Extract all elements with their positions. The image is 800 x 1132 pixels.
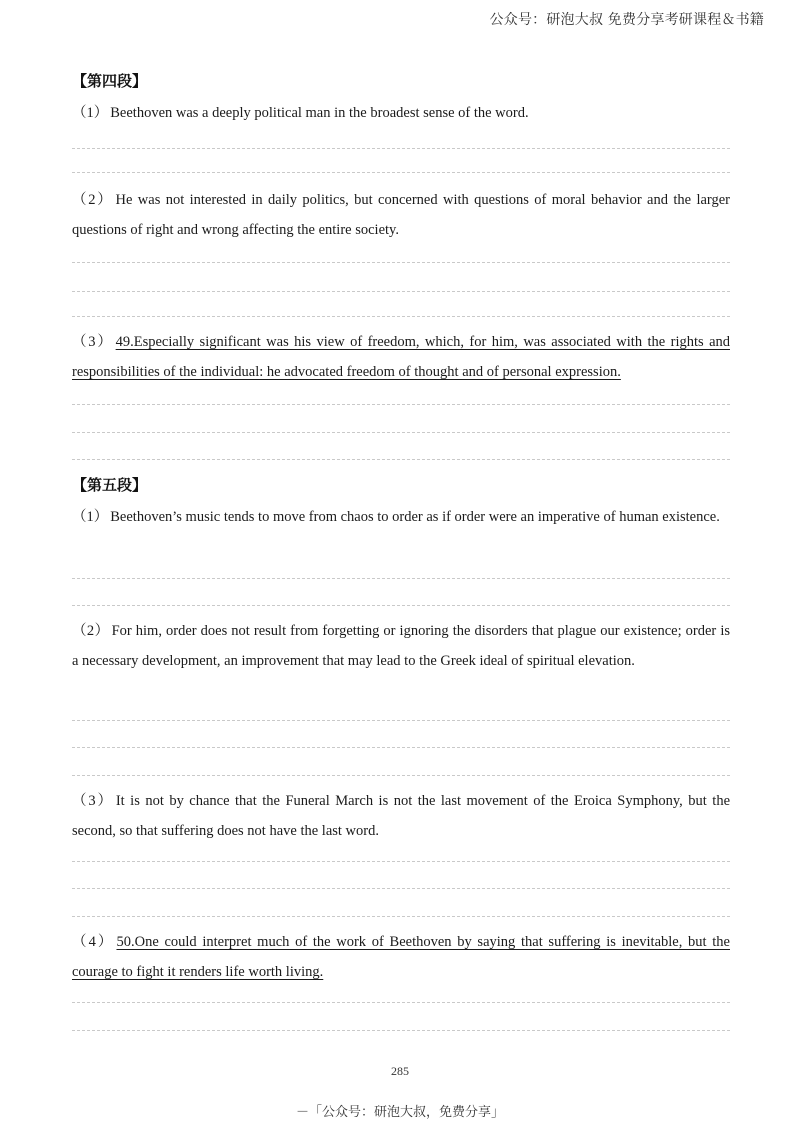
page-header: 公众号：研泡大叔 免费分享考研课程＆书籍: [489, 12, 764, 28]
sentence-number: （3）: [72, 334, 114, 350]
sentence-text: Beethoven was a deeply political man in the broadest sense of the word.: [110, 105, 529, 121]
sentence-number: （4）: [72, 934, 115, 950]
sentence-number: （3）: [72, 793, 114, 809]
sentence-4-2: [72, 185, 730, 245]
answer-line: [72, 262, 730, 263]
sentence-number: （1）: [72, 105, 109, 121]
sentence-text: For him, order does not result from forgetting or ignoring the disorders that plague our existence; order is a necessary development, an improvement that may lead to the Greek ideal of spiritual elevation.: [72, 623, 730, 669]
sentence-text: He was not interested in daily politics, but concerned with questions of moral behavior and the larger questions of right and wrong affecting the entire society.: [72, 192, 731, 238]
answer-line: [72, 316, 730, 317]
page-footer: －「公众号：研泡大叔，免费分享」: [295, 1105, 504, 1120]
sentence-text-underlined: 49.Especially significant was his view of freedom, which, for him, was associated with the rights and responsibilities of the individual: he advocated freedom of thought and of personal expression.: [72, 334, 730, 380]
answer-line: [72, 861, 730, 862]
answer-line: [72, 578, 730, 579]
sentence-5-1: [72, 502, 730, 532]
answer-line: [72, 459, 730, 460]
sentence-5-2: [72, 616, 730, 676]
sentence-text-underlined: 50.One could interpret much of the work of Beethoven by saying that suffering is inevitable, but the courage to fight it renders life worth living.: [72, 934, 730, 980]
answer-line: [72, 1002, 730, 1003]
answer-line: [72, 148, 730, 149]
answer-line: [72, 172, 730, 173]
answer-line: [72, 916, 730, 917]
sentence-number: （1）: [72, 509, 109, 525]
page-number: 285: [391, 1064, 409, 1078]
sentence-number: （2）: [72, 192, 114, 208]
sentence-number: （2）: [72, 623, 110, 639]
section-title-4: 【第四段】: [72, 72, 148, 90]
answer-line: [72, 432, 730, 433]
sentence-4-3: [72, 327, 730, 387]
sentence-4-1: [72, 98, 730, 128]
sentence-text: Beethoven’s music tends to move from chaos to order as if order were an imperative of human existence.: [110, 509, 720, 525]
section-title-5: 【第五段】: [72, 476, 148, 494]
answer-line: [72, 747, 730, 748]
answer-line: [72, 888, 730, 889]
answer-line: [72, 404, 730, 405]
answer-line: [72, 775, 730, 776]
sentence-text: It is not by chance that the Funeral March is not the last movement of the Eroica Symphony, but the second, so that suffering does not have the last word.: [72, 793, 730, 839]
answer-line: [72, 720, 730, 721]
answer-line: [72, 291, 730, 292]
sentence-5-3: [72, 786, 730, 846]
answer-line: [72, 605, 730, 606]
sentence-5-4: [72, 927, 730, 987]
answer-line: [72, 1030, 730, 1031]
